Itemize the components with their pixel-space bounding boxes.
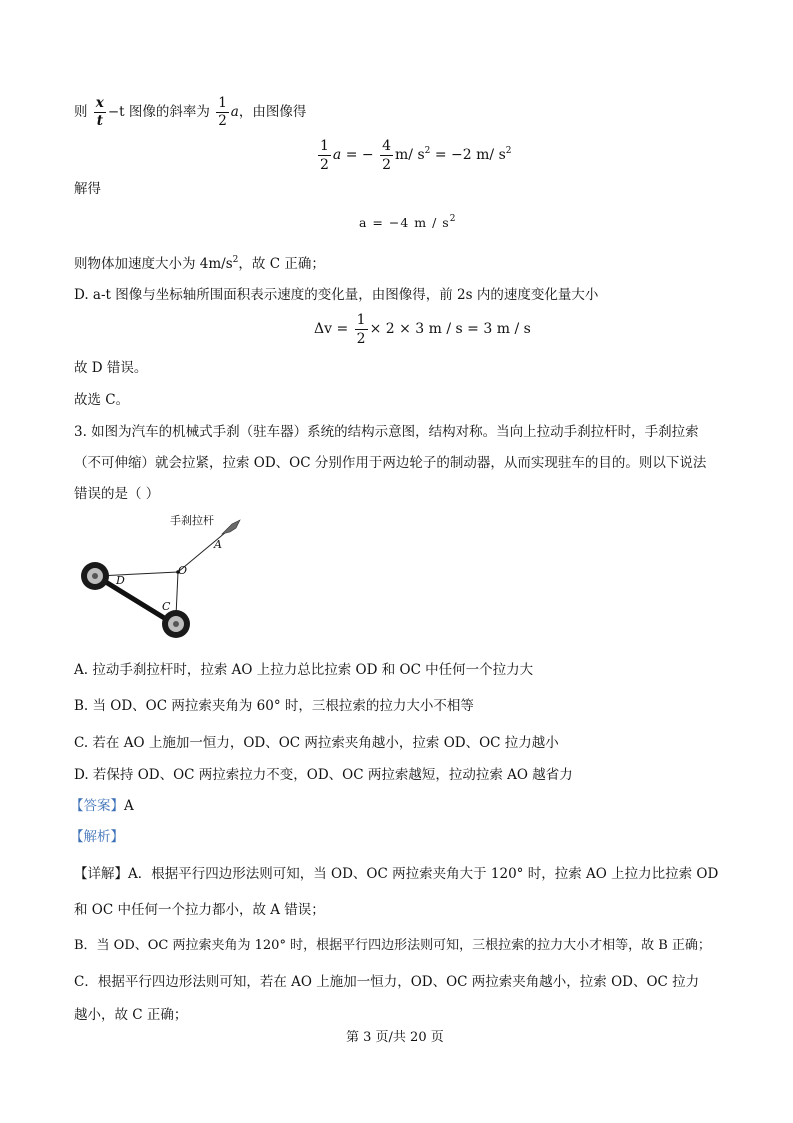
var-a: a: [230, 104, 239, 120]
frac-num: 4: [382, 137, 392, 154]
fraction-4-over-2: [380, 139, 393, 172]
exponent: 2: [232, 255, 239, 265]
frac-num: 1: [216, 97, 229, 114]
equation-half-a: [316, 130, 512, 172]
var-a: a: [332, 147, 342, 163]
fraction-half: [318, 139, 331, 172]
handbrake-lever-icon: [222, 520, 240, 534]
exponent: 2: [449, 214, 457, 224]
eq-text: a = −4 m / s: [359, 215, 450, 230]
label-c: C: [162, 600, 171, 613]
choose-line: 故选 C。: [74, 392, 130, 408]
exponent: 2: [424, 146, 431, 156]
question-3-line-1: 3. 如图为汽车的机械式手刹（驻车器）系统的结构示意图，结构对称。当向上拉动手刹拉杆时，手刹拉索: [74, 424, 699, 440]
accel-conclusion: [74, 252, 325, 272]
left-wheel-icon: [81, 562, 109, 590]
answer-tag: 【答案】: [70, 798, 124, 814]
equation-delta-v: [314, 308, 531, 350]
fraction-half: [355, 313, 368, 346]
eq-sign: = −: [341, 147, 374, 163]
page-footer: 第 3 页/共 20 页: [346, 1030, 444, 1045]
eq-lhs: Δv =: [314, 321, 353, 337]
option-d-explanation: D. a-t 图像与坐标轴所围面积表示速度的变化量，由图像得，前 2s 内的速度变化量大小: [74, 287, 599, 303]
question-3-line-2: （不可伸缩）就会拉紧，拉索 OD、OC 分别作用于两边轮子的制动器，从而实现驻车的目的。则以下说法: [74, 455, 707, 471]
text-post: ，由图像得: [238, 104, 307, 120]
frac-den: 2: [356, 330, 366, 347]
question-3-line-3: 错误的是（ ）: [74, 486, 160, 502]
answer-value: A: [124, 798, 134, 814]
frac-den: 2: [382, 156, 392, 173]
detail-line-2: 和 OC 中任何一个拉力都小，故 A 错误；: [74, 902, 325, 918]
option-c: C. 若在 AO 上施加一恒力，OD、OC 两拉索夹角越小，拉索 OD、OC 拉力越小: [74, 735, 559, 751]
slope-line: [74, 92, 306, 132]
equation-a-value: [359, 214, 456, 230]
text-mid: −t 图像的斜率为: [107, 104, 210, 120]
label-o: O: [178, 564, 188, 577]
unit: m/ s: [395, 147, 425, 163]
handbrake-diagram: [74, 508, 254, 643]
detail-line-3: B．当 OD、OC 两拉索夹角为 120° 时，根据平行四边形法则可知，三根拉索的拉力大小才相等，故 B 正确；: [74, 938, 711, 953]
label-d: D: [116, 574, 125, 587]
analysis-tag: 【解析】: [70, 829, 124, 845]
label-a: A: [214, 538, 222, 551]
fraction-half: [216, 94, 229, 129]
label-lever: 手刹拉杆: [170, 514, 214, 527]
solve-label: 解得: [74, 181, 101, 197]
text-post: ，故 C 正确；: [238, 256, 325, 272]
option-a: A. 拉动手刹拉杆时，拉索 AO 上拉力总比拉索 OD 和 OC 中任何一个拉力大: [74, 662, 534, 678]
option-d: D. 若保持 OD、OC 两拉索拉力不变，OD、OC 两拉索越短，拉动拉索 AO 越省力: [74, 767, 573, 783]
option-b: B. 当 OD、OC 两拉索夹角为 60° 时，三根拉索的拉力大小不相等: [74, 698, 474, 714]
frac-num: 1: [356, 311, 366, 328]
detail-line-4: C．根据平行四边形法则可知，若在 AO 上施加一恒力，OD、OC 两拉索夹角越小，拉索 OD、OC 拉力: [74, 974, 700, 990]
frac-den: 2: [218, 113, 227, 129]
exponent: 2: [505, 146, 512, 156]
handbrake-figure: [74, 508, 254, 643]
fraction-x-over-t: [94, 94, 106, 129]
d-wrong-line: 故 D 错误。: [74, 360, 148, 376]
right-wheel-icon: [162, 610, 190, 638]
frac-num: x: [94, 97, 106, 114]
frac-num: 1: [320, 137, 329, 154]
cable-od: [98, 572, 178, 576]
text-pre: 则: [74, 104, 88, 120]
frac-den: 2: [320, 156, 329, 173]
detail-line-5: 越小，故 C 正确；: [74, 1007, 188, 1023]
cable-oc: [176, 572, 178, 616]
eq-rhs: = −2 m/ s: [430, 147, 506, 163]
text-pre: 则物体加速度大小为 4m/s: [74, 256, 233, 272]
eq-rhs: × 2 × 3 m / s = 3 m / s: [369, 321, 531, 337]
detail-line-1: 【详解】A．根据平行四边形法则可知，当 OD、OC 两拉索夹角大于 120° 时，拉索 AO 上拉力比拉索 OD: [74, 866, 719, 882]
frac-den: t: [96, 113, 103, 129]
answer-line: [70, 794, 134, 814]
